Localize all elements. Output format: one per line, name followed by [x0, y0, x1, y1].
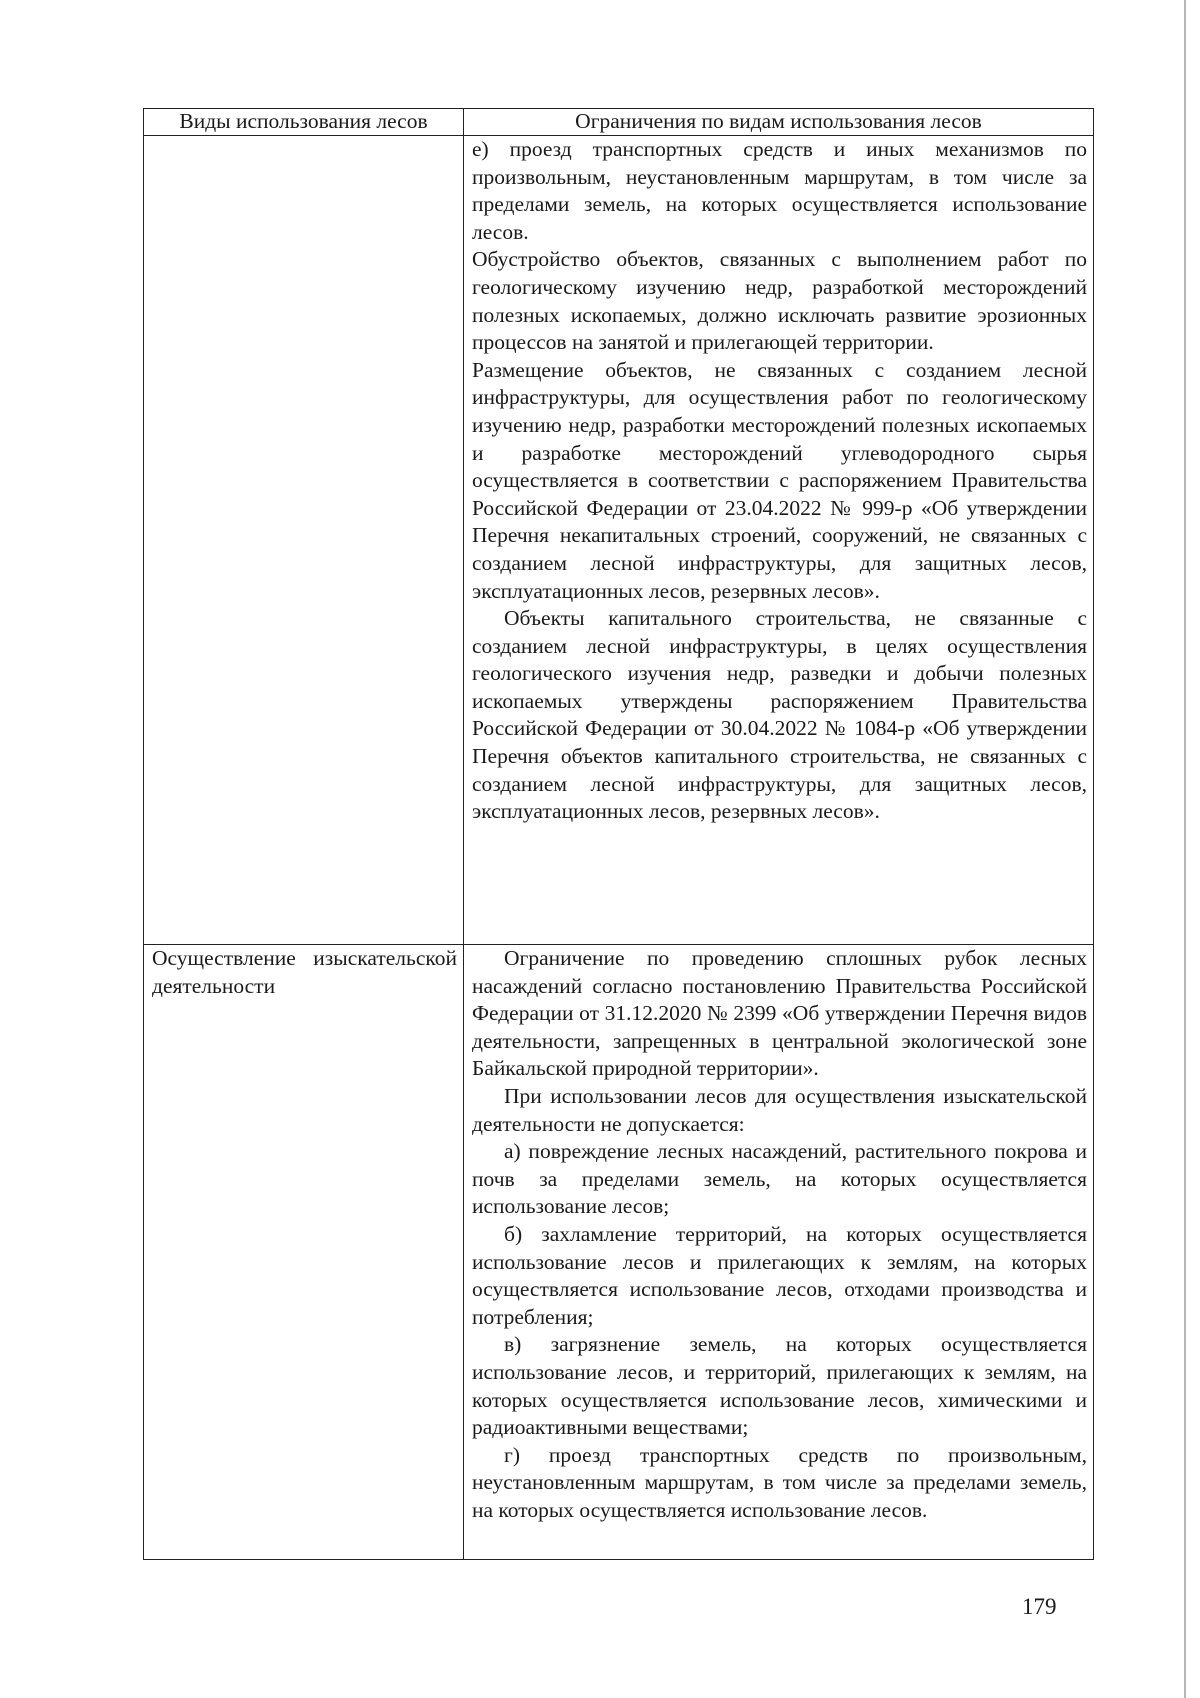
table-row	[144, 136, 1094, 945]
header-restrictions: Ограничения по видам использования лесов	[464, 109, 1094, 136]
row1-paragraph-2: Обустройство объектов, связанных с выполнением работ по геологическому изучению недр, разработкой месторождений полезных ископаемых, должно исключать развитие эрозионных процессов на занятой и прилегающей территории.	[472, 247, 1087, 355]
header-forest-use-types: Виды использования лесов	[144, 109, 464, 136]
row1-restrictions	[464, 136, 1094, 945]
page-number: 179	[1022, 1594, 1057, 1619]
row2-use-type: Осуществление изыскательской деятельности	[144, 945, 464, 1560]
row2-item-b: б) захламление территорий, на которых осуществляется использование лесов и прилегающих к землям, на которых осуществляется использование лесов, отходами производства и потребления;	[472, 1221, 1087, 1329]
forest-use-restrictions-table	[143, 108, 1094, 1560]
row2-item-a: а) повреждение лесных насаждений, растительного покрова и почв за пределами земель, на которых осуществляется использование лесов;	[472, 1139, 1087, 1219]
row2-paragraph-2: При использовании лесов для осуществления изыскательской деятельности не допускается:	[472, 1083, 1087, 1136]
scan-edge-line	[1184, 0, 1186, 1698]
row1-paragraph-1: е) проезд транспортных средств и иных механизмов по произвольным, неустановленным маршрутам, в том числе за пределами земель, на которых осуществляется использование лесов.	[472, 137, 1087, 244]
table-row	[144, 945, 1094, 1560]
row2-item-g: г) проезд транспортных средств по произвольным, неустановленным маршрутам, в том числе за пределами земель, на которых осуществляется использование лесов.	[472, 1442, 1087, 1522]
row1-paragraph-4: Объекты капитального строительства, не связанные с созданием лесной инфраструктуры, в целях осуществления геологического изучения недр, разведки и добычи полезных ископаемых утверждены распоряжением Правительства Российской Федерации от 30.04.2022 № 1084-р «Об утверждении Перечня объектов капитального строительства, не связанных с созданием лесной инфраструктуры, для защитных лесов, эксплуатационных лесов, резервных лесов».	[472, 606, 1087, 824]
row1-use-type	[144, 136, 464, 945]
row2-restrictions	[464, 945, 1094, 1560]
row2-paragraph-1: Ограничение по проведению сплошных рубок лесных насаждений согласно постановлению Правительства Российской Федерации от 31.12.2020 № 2399 «Об утверждении Перечня видов деятельности, запрещенных в центральной экологической зоне Байкальской природной территории».	[472, 946, 1087, 1081]
row1-paragraph-3: Размещение объектов, не связанных с созданием лесной инфраструктуры, для осуществления работ по геологическому изучению недр, разработки месторождений полезных ископаемых и разработке месторождений углеводородного сырья осуществляется в соответствии с распоряжением Правительства Российской Федерации от 23.04.2022 № 999-р «Об утверждении Перечня некапитальных строений, сооружений, не связанных с созданием лесной инфраструктуры, для защитных лесов, эксплуатационных лесов, резервных лесов».	[472, 357, 1087, 603]
table-header-row	[144, 109, 1094, 136]
row2-item-v: в) загрязнение земель, на которых осуществляется использование лесов, и территорий, прилегающих к землям, на которых осуществляется использование лесов, химическими и радиоактивными веществами;	[472, 1332, 1087, 1440]
